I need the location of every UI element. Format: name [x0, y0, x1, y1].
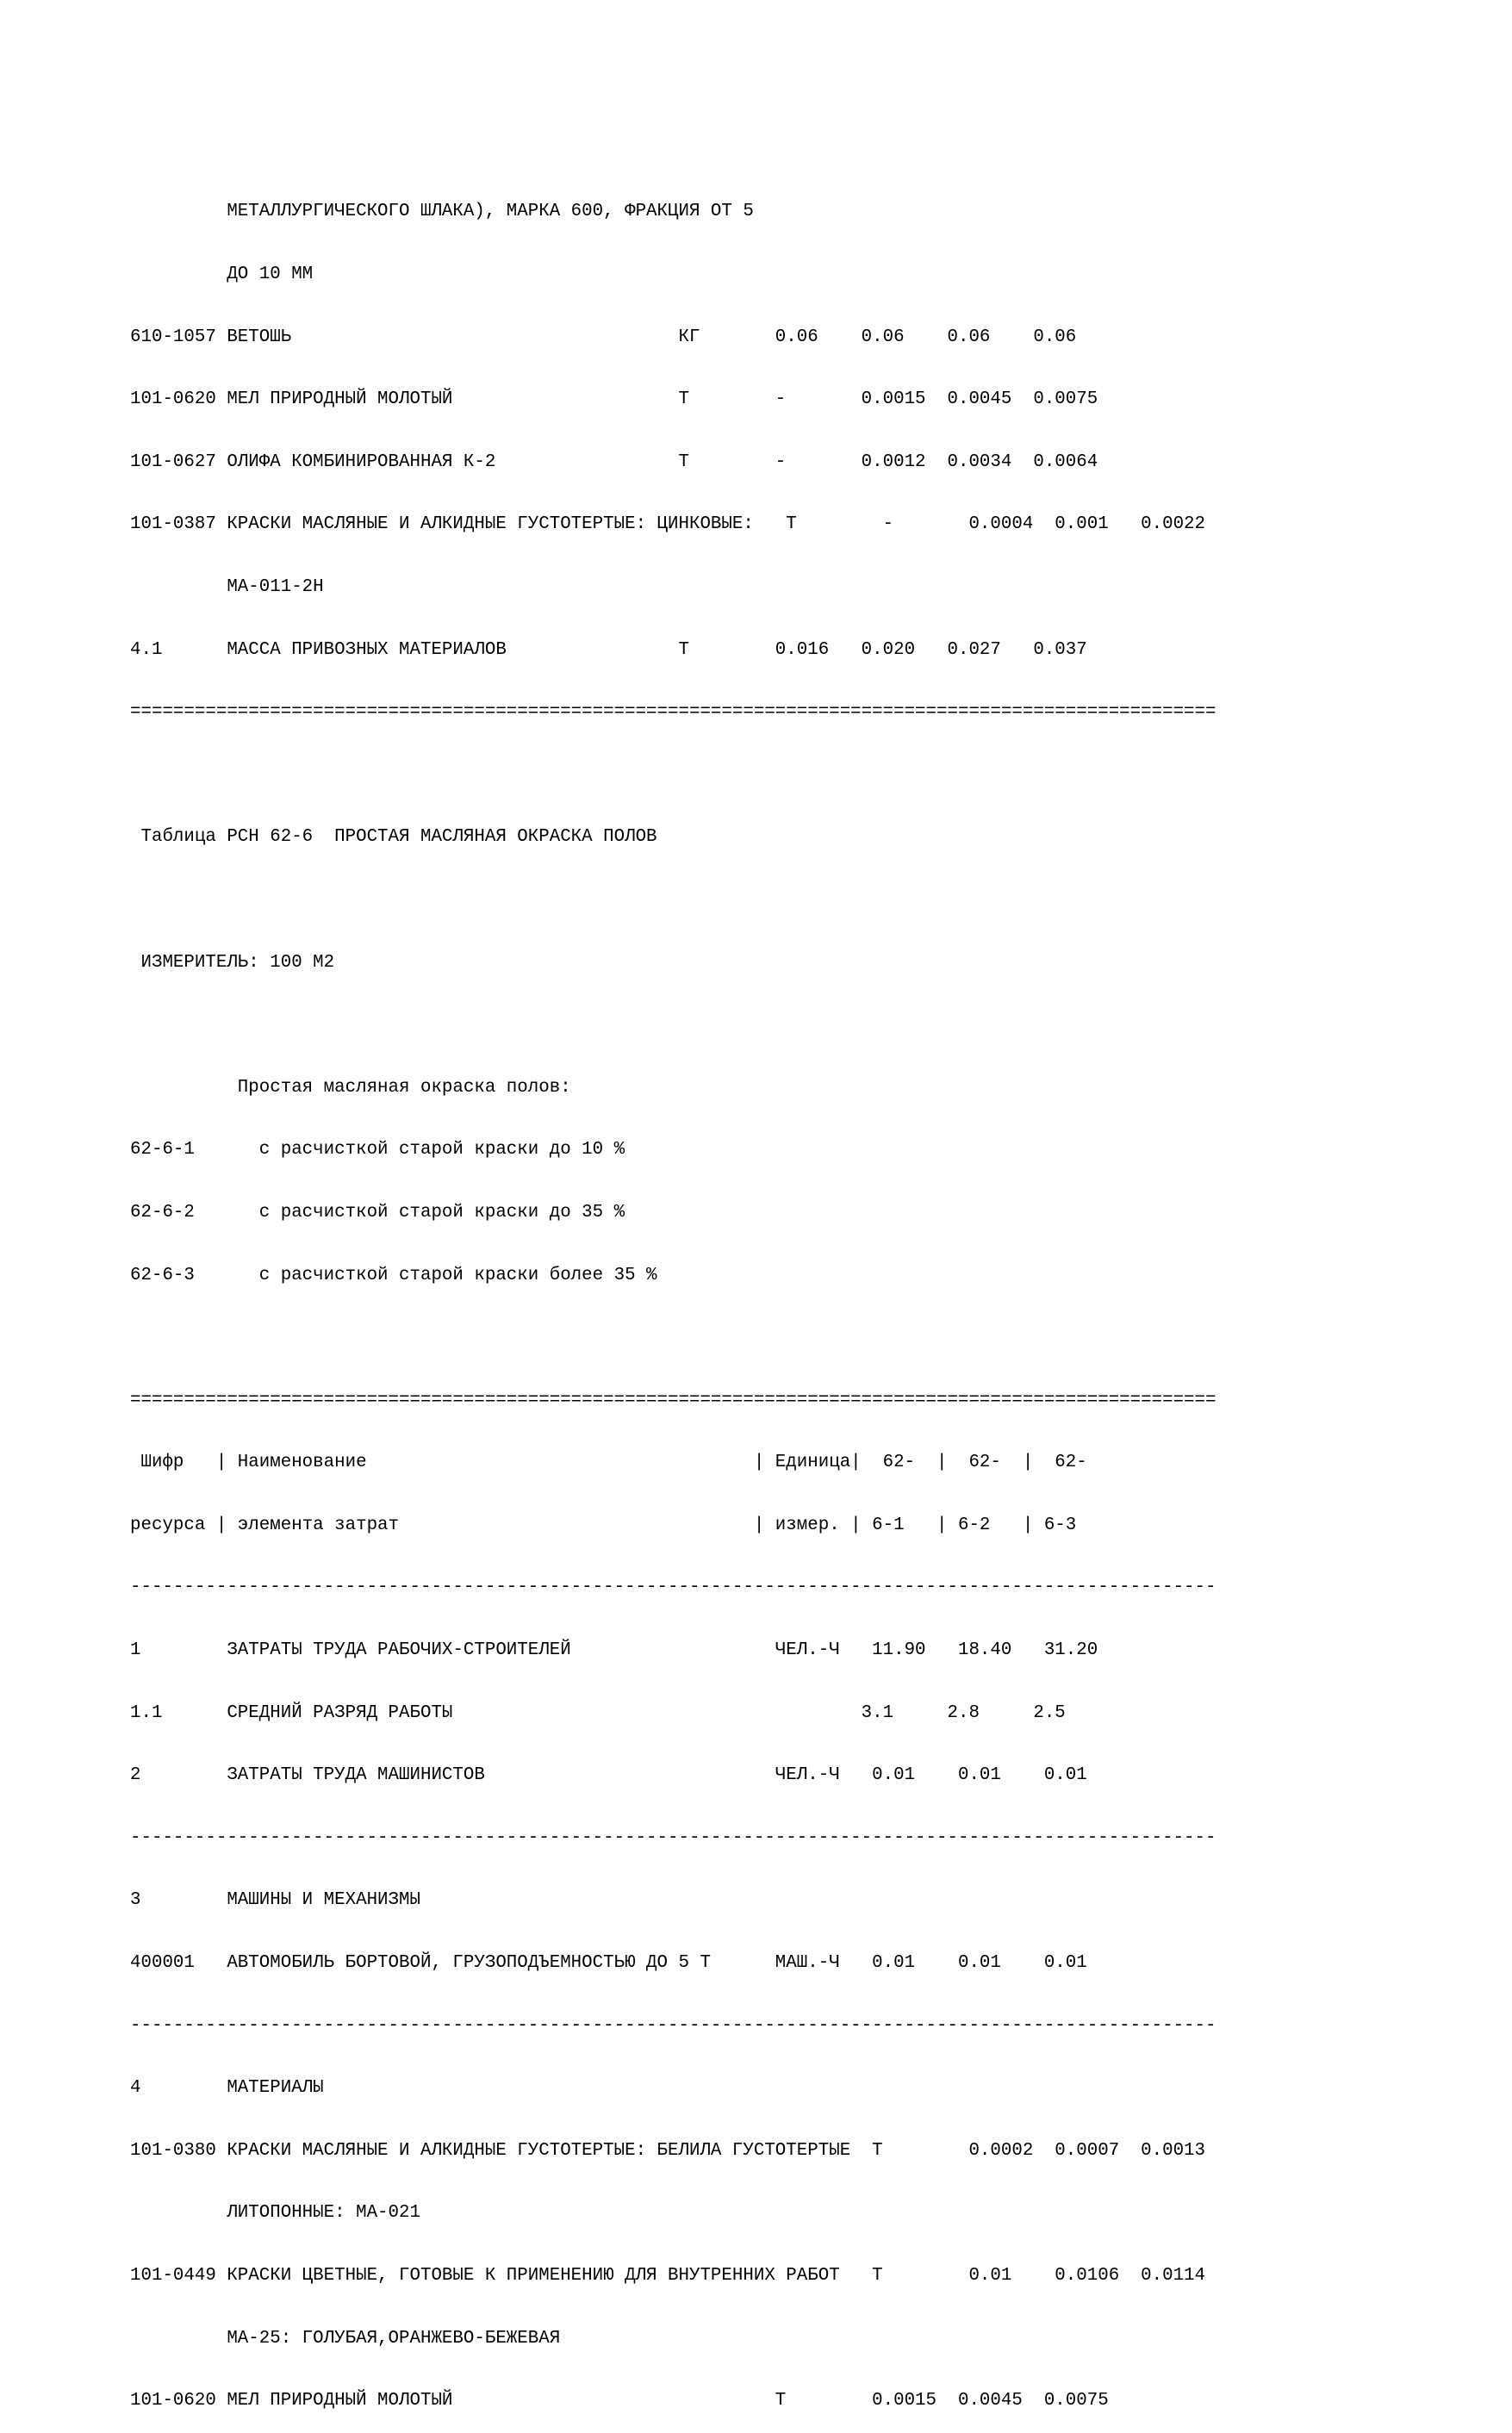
blank-line	[130, 890, 1216, 911]
measure-unit: ИЗМЕРИТЕЛЬ: 100 М2	[130, 952, 335, 973]
table-row: 101-0387 КРАСКИ МАСЛЯНЫЕ И АЛКИДНЫЕ ГУСТОТЕРТЫЕ: ЦИНКОВЫЕ: Т - 0.0004 0.001 0.0022	[130, 514, 1206, 535]
table-row: 4.1 МАССА ПРИВОЗНЫХ МАТЕРИАЛОВ Т 0.016 0.020 0.027 0.037	[130, 639, 1087, 660]
variant-line: 62-6-1 с расчисткой старой краски до 10 %	[130, 1140, 625, 1160]
separator-dashed: -----------------------------------------------------------------------------------------------------	[130, 1577, 1216, 1598]
table-title: Таблица РСН 62-6 ПРОСТАЯ МАСЛЯНАЯ ОКРАСКА ПОЛОВ	[130, 827, 657, 848]
variant-line: 62-6-3 с расчисткой старой краски более 35 %	[130, 1265, 657, 1285]
text-line: МА-011-2Н	[130, 576, 324, 597]
text-line: МА-25: ГОЛУБАЯ,ОРАНЖЕВО-БЕЖЕВАЯ	[130, 2328, 561, 2349]
table-row: 101-0449 КРАСКИ ЦВЕТНЫЕ, ГОТОВЫЕ К ПРИМЕНЕНИЮ ДЛЯ ВНУТРЕННИХ РАБОТ Т 0.01 0.0106 0.0114	[130, 2266, 1206, 2286]
table-row: 101-0627 ОЛИФА КОМБИНИРОВАННАЯ К-2 Т - 0.0012 0.0034 0.0064	[130, 451, 1098, 472]
table-row: 400001 АВТОМОБИЛЬ БОРТОВОЙ, ГРУЗОПОДЪЕМНОСТЬЮ ДО 5 Т МАШ.-Ч 0.01 0.01 0.01	[130, 1953, 1087, 1974]
separator-dashed: -----------------------------------------------------------------------------------------------------	[130, 2015, 1216, 2036]
document-page	[130, 160, 1216, 2433]
separator-double: =====================================================================================================	[130, 1390, 1216, 1410]
separator-double: =====================================================================================================	[130, 702, 1216, 723]
table-row: 101-0620 МЕЛ ПРИРОДНЫЙ МОЛОТЫЙ Т 0.0015 0.0045 0.0075	[130, 2391, 1109, 2411]
table-row: 4 МАТЕРИАЛЫ	[130, 2078, 324, 2099]
variant-line: 62-6-2 с расчисткой старой краски до 35 %	[130, 1202, 625, 1223]
text-line: МЕТАЛЛУРГИЧЕСКОГО ШЛАКА), МАРКА 600, ФРАКЦИЯ ОТ 5	[130, 202, 754, 222]
section-heading: Простая масляная окраска полов:	[130, 1077, 571, 1098]
table-row: 1.1 СРЕДНИЙ РАЗРЯД РАБОТЫ 3.1 2.8 2.5	[130, 1702, 1066, 1723]
blank-line	[130, 765, 1216, 786]
blank-line	[130, 1015, 1216, 1036]
table-row: 2 ЗАТРАТЫ ТРУДА МАШИНИСТОВ ЧЕЛ.-Ч 0.01 0.01 0.01	[130, 1765, 1087, 1786]
table-header: Шифр | Наименование | Единица| 62- | 62- | 62-	[130, 1453, 1087, 1473]
text-line: ЛИТОПОННЫЕ: МА-021	[130, 2203, 420, 2224]
text-line: ДО 10 ММ	[130, 264, 314, 284]
table-row: 101-0380 КРАСКИ МАСЛЯНЫЕ И АЛКИДНЫЕ ГУСТОТЕРТЫЕ: БЕЛИЛА ГУСТОТЕРТЫЕ Т 0.0002 0.0007 0.0013	[130, 2140, 1206, 2161]
table-row: 610-1057 ВЕТОШЬ КГ 0.06 0.06 0.06 0.06	[130, 327, 1077, 347]
blank-line	[130, 1328, 1216, 1348]
table-row: 101-0620 МЕЛ ПРИРОДНЫЙ МОЛОТЫЙ Т - 0.0015 0.0045 0.0075	[130, 389, 1098, 410]
separator-dashed: -----------------------------------------------------------------------------------------------------	[130, 1827, 1216, 1848]
table-row: 3 МАШИНЫ И МЕХАНИЗМЫ	[130, 1890, 420, 1911]
table-header: ресурса | элемента затрат | измер. | 6-1 | 6-2 | 6-3	[130, 1515, 1077, 1535]
table-row: 1 ЗАТРАТЫ ТРУДА РАБОЧИХ-СТРОИТЕЛЕЙ ЧЕЛ.-Ч 11.90 18.40 31.20	[130, 1640, 1098, 1661]
